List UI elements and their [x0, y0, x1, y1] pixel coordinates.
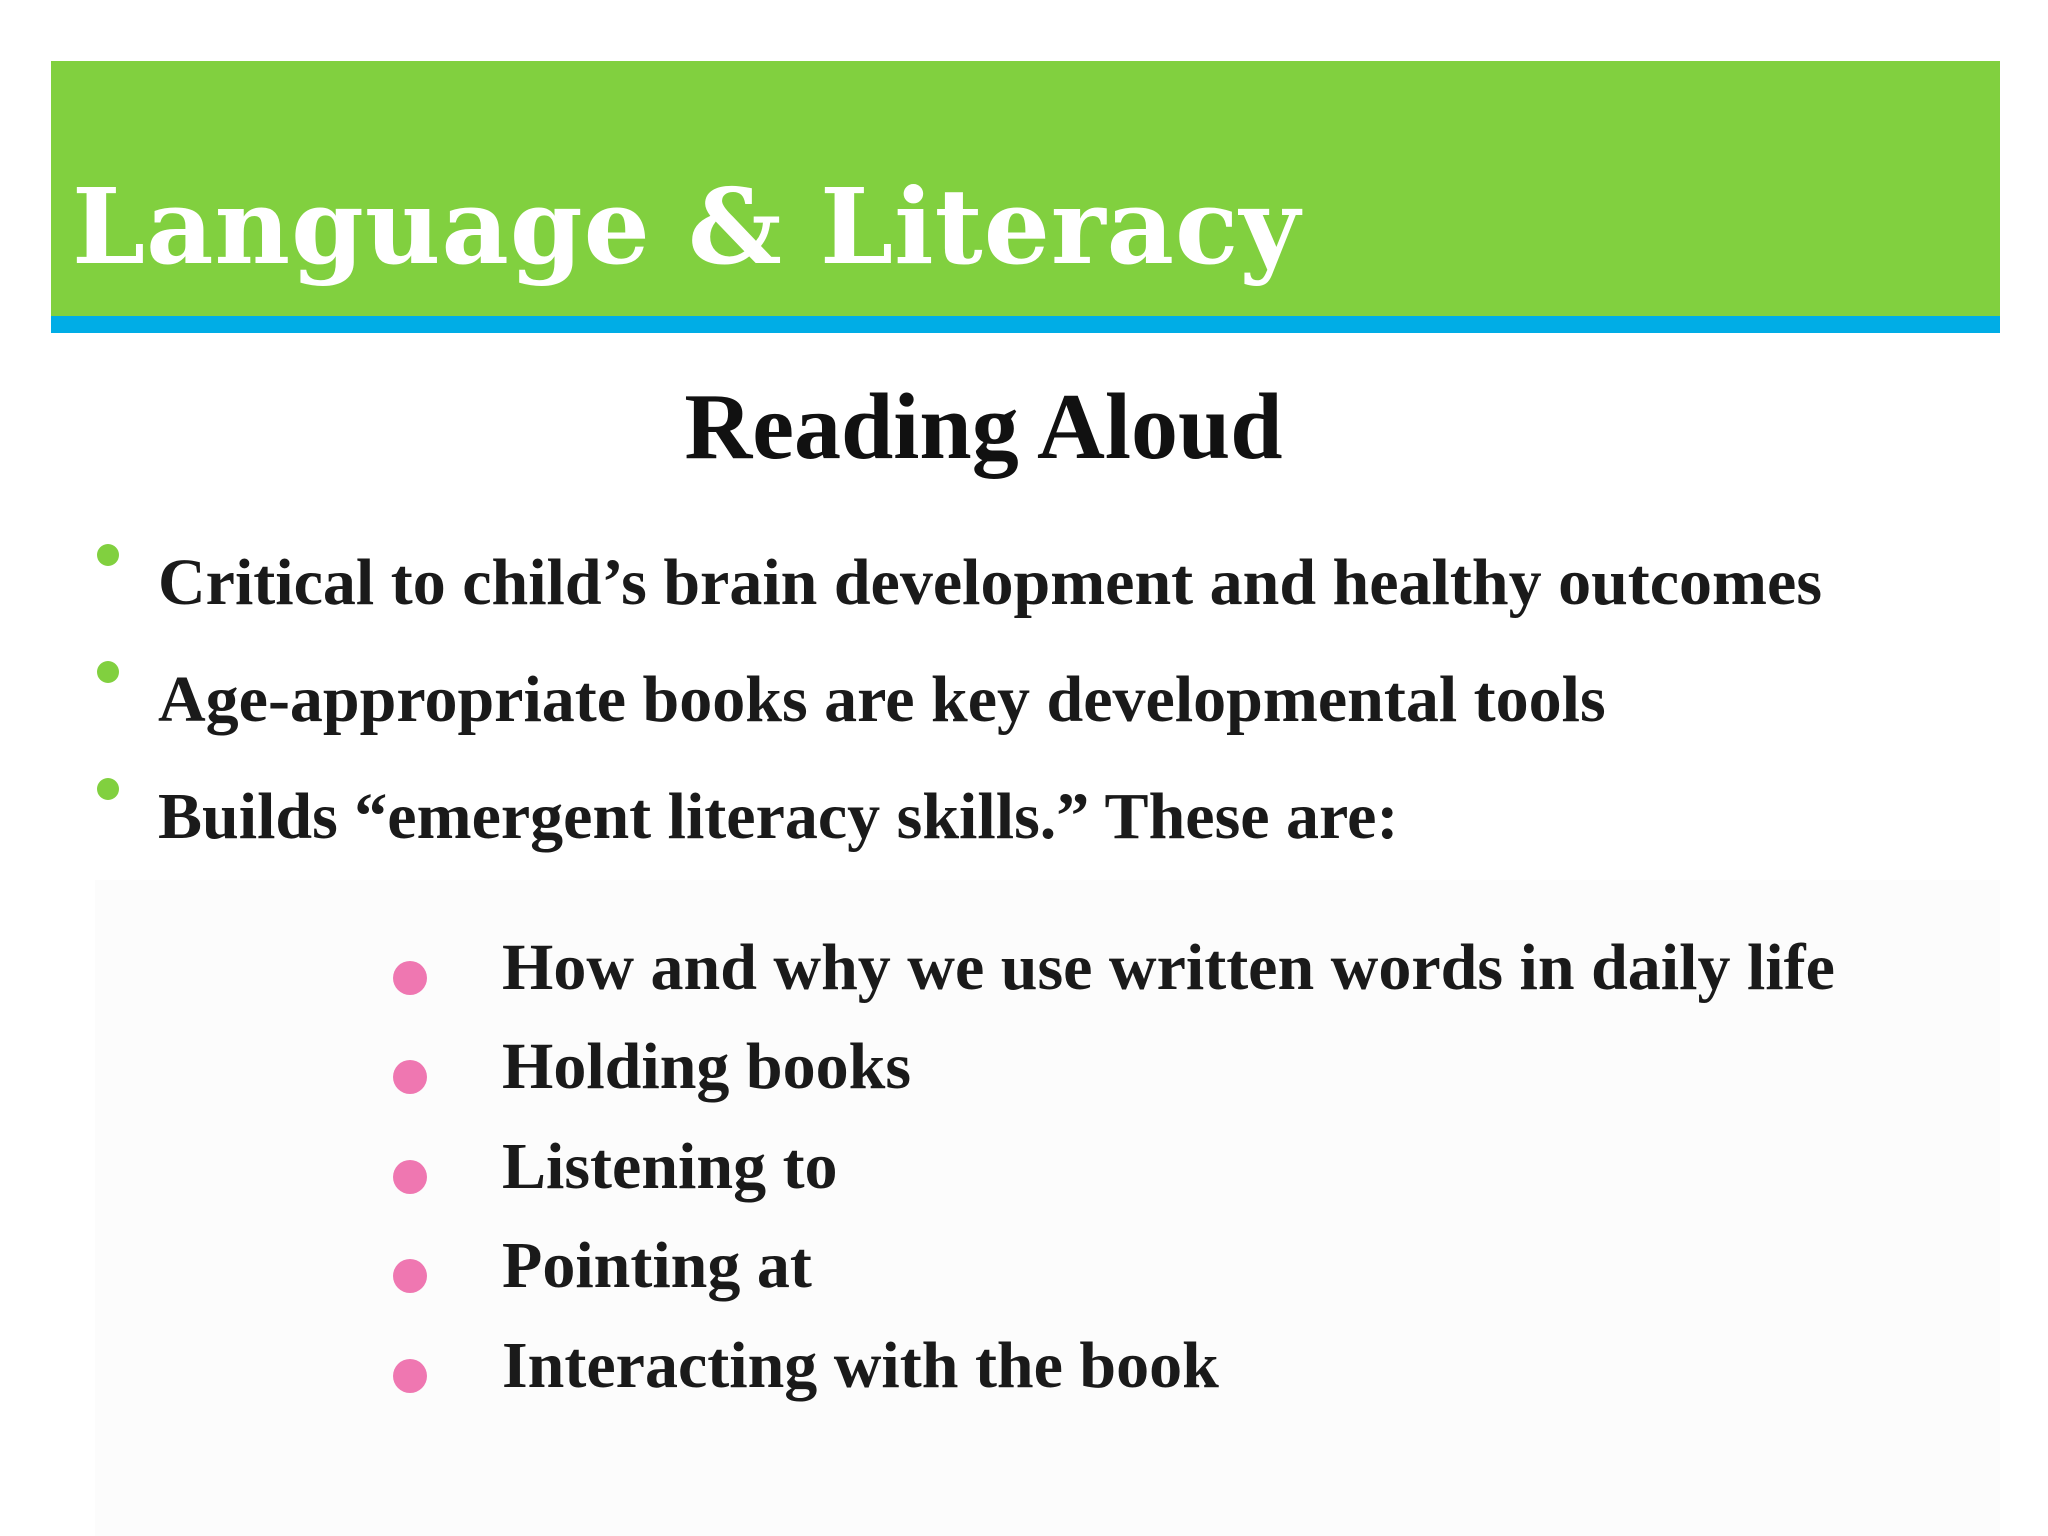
- bullet-item: [158, 780, 1399, 853]
- sub-bullet-text: Holding books: [502, 1030, 912, 1103]
- sub-bullet-dot-icon: [393, 1060, 427, 1094]
- sub-bullet-item: [502, 1030, 912, 1103]
- slide-subtitle: Reading Aloud: [684, 375, 1283, 479]
- bullet-dot-icon: [97, 778, 119, 800]
- sub-bullet-text: Pointing at: [502, 1229, 812, 1302]
- bullet-dot-icon: [97, 661, 119, 683]
- bullet-text: Builds “emergent literacy skills.” These are:: [158, 780, 1399, 853]
- bullet-dot-icon: [97, 544, 119, 566]
- slide-title: Language & Literacy: [72, 165, 1301, 288]
- sub-bullet-dot-icon: [393, 1259, 427, 1293]
- sub-bullet-dot-icon: [393, 1160, 427, 1194]
- bullet-item: [158, 663, 1606, 736]
- sub-bullet-dot-icon: [393, 1359, 427, 1393]
- sub-bullet-text: How and why we use written words in daily life: [502, 931, 1835, 1004]
- sub-bullet-item: [502, 1329, 1219, 1402]
- bullet-item: [158, 546, 1823, 619]
- sub-bullet-item: [502, 1130, 838, 1203]
- sub-bullet-dot-icon: [393, 961, 427, 995]
- sub-bullet-item: [502, 931, 1835, 1004]
- sub-bullet-text: Listening to: [502, 1130, 838, 1203]
- bullet-text: Critical to child’s brain development and healthy outcomes: [158, 546, 1823, 619]
- sub-bullet-item: [502, 1229, 812, 1302]
- sub-bullet-text: Interacting with the book: [502, 1329, 1219, 1402]
- bullet-text: Age-appropriate books are key developmental tools: [158, 663, 1606, 736]
